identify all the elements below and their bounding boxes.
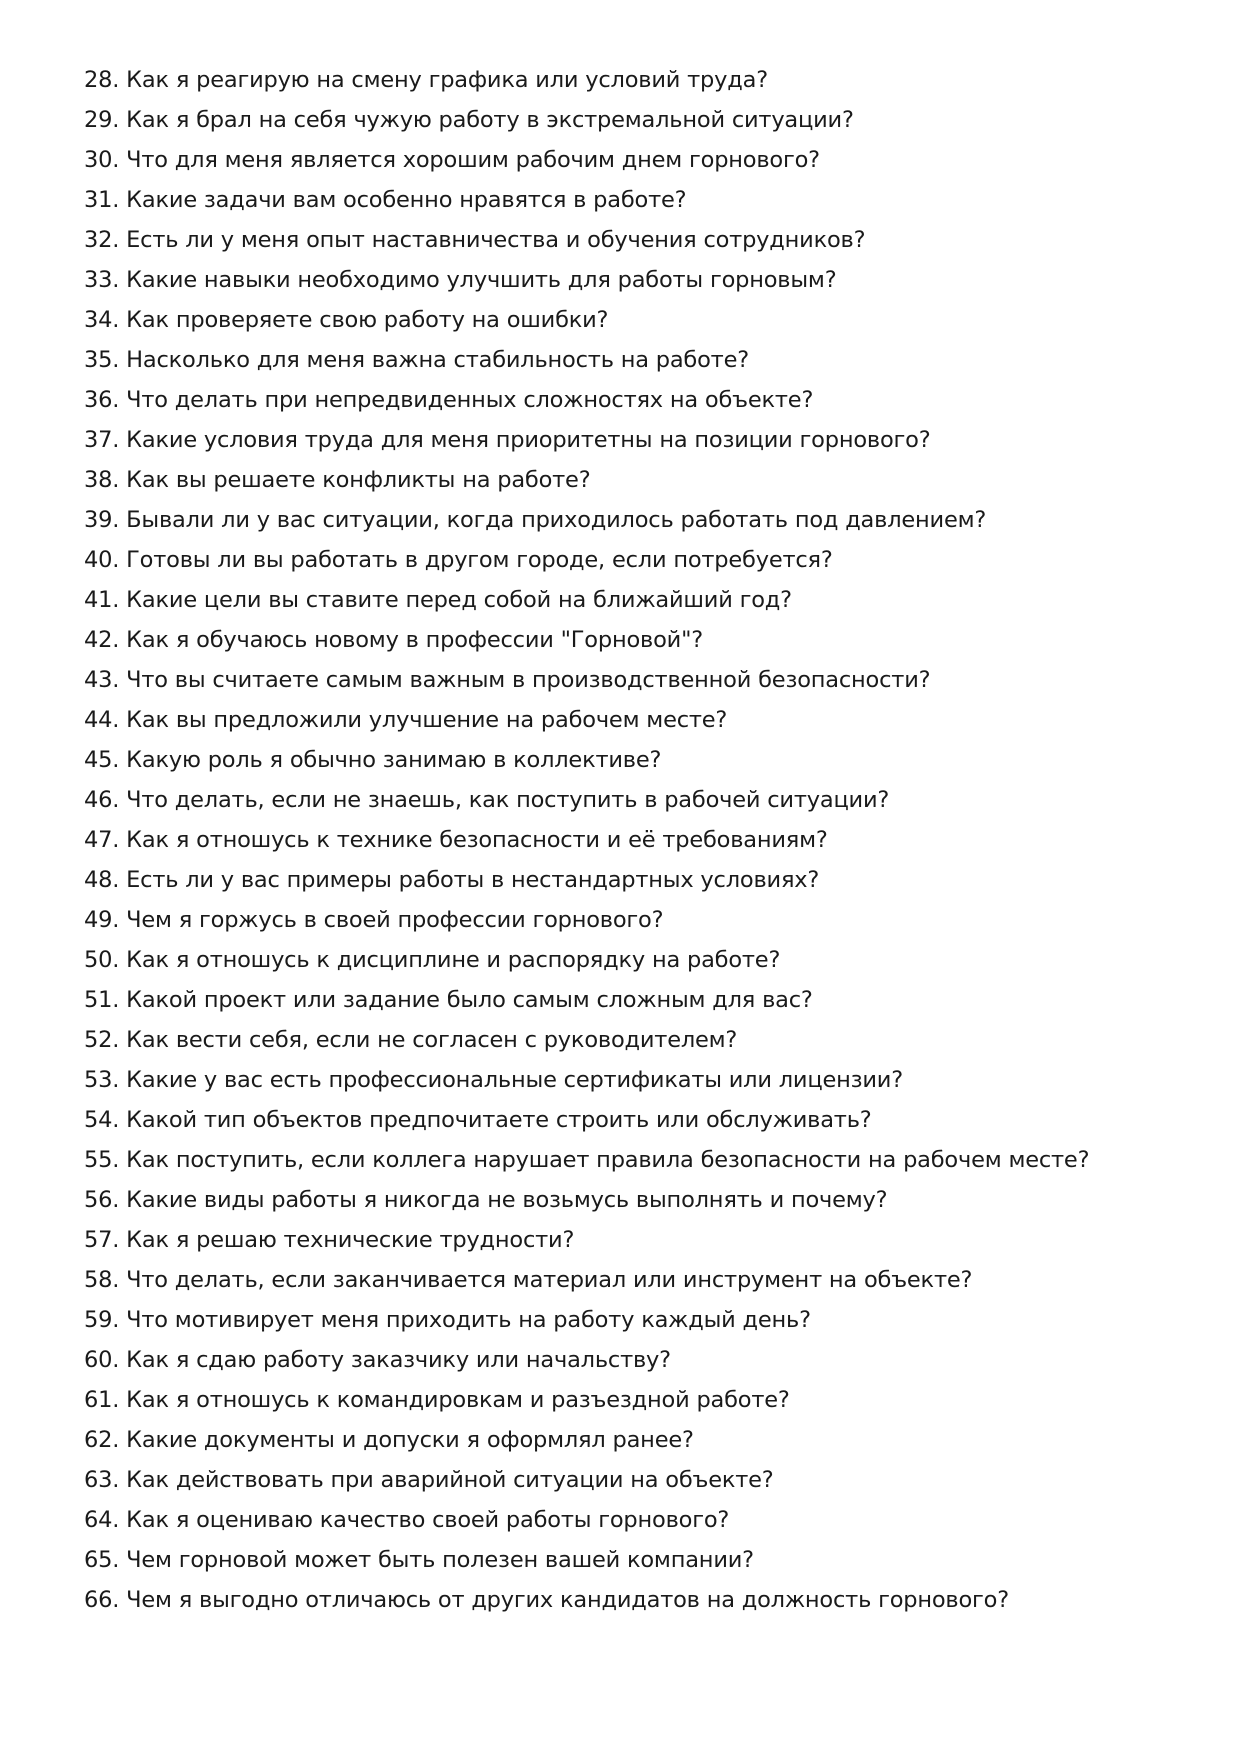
question-number: 41. xyxy=(84,587,120,613)
list-item xyxy=(84,1382,1184,1422)
question-number: 55. xyxy=(84,1147,120,1173)
question-number: 47. xyxy=(84,827,120,853)
question-text: Чем горновой может быть полезен вашей компании? xyxy=(126,1547,754,1573)
list-item xyxy=(84,582,1184,622)
question-number: 62. xyxy=(84,1427,120,1453)
question-number: 29. xyxy=(84,107,120,133)
list-item xyxy=(84,822,1184,862)
question-list xyxy=(84,62,1184,1622)
list-item xyxy=(84,1222,1184,1262)
question-text: Как я обучаюсь новому в профессии "Горновой"? xyxy=(126,627,703,653)
question-text: Какие у вас есть профессиональные сертификаты или лицензии? xyxy=(126,1067,903,1093)
question-text: Что мотивирует меня приходить на работу каждый день? xyxy=(126,1307,811,1333)
question-text: Что делать при непредвиденных сложностях на объекте? xyxy=(126,387,814,413)
question-number: 31. xyxy=(84,187,120,213)
list-item xyxy=(84,1582,1184,1622)
question-number: 48. xyxy=(84,867,120,893)
question-number: 66. xyxy=(84,1587,120,1613)
question-number: 53. xyxy=(84,1067,120,1093)
question-number: 38. xyxy=(84,467,120,493)
list-item xyxy=(84,542,1184,582)
question-number: 61. xyxy=(84,1387,120,1413)
question-text: Какие навыки необходимо улучшить для работы горновым? xyxy=(126,267,837,293)
list-item xyxy=(84,1542,1184,1582)
question-text: Какой тип объектов предпочитаете строить или обслуживать? xyxy=(126,1107,872,1133)
question-number: 40. xyxy=(84,547,120,573)
question-number: 54. xyxy=(84,1107,120,1133)
list-item xyxy=(84,102,1184,142)
list-item xyxy=(84,302,1184,342)
question-text: Как вести себя, если не согласен с руководителем? xyxy=(126,1027,738,1053)
question-text: Какой проект или задание было самым сложным для вас? xyxy=(126,987,813,1013)
list-item xyxy=(84,1182,1184,1222)
question-number: 28. xyxy=(84,67,120,93)
list-item xyxy=(84,1102,1184,1142)
list-item xyxy=(84,982,1184,1022)
list-item xyxy=(84,262,1184,302)
question-number: 33. xyxy=(84,267,120,293)
list-item xyxy=(84,462,1184,502)
question-number: 42. xyxy=(84,627,120,653)
question-number: 43. xyxy=(84,667,120,693)
list-item xyxy=(84,182,1184,222)
question-text: Как я оцениваю качество своей работы горнового? xyxy=(126,1507,730,1533)
list-item xyxy=(84,902,1184,942)
list-item xyxy=(84,942,1184,982)
list-item xyxy=(84,1342,1184,1382)
question-text: Какие виды работы я никогда не возьмусь выполнять и почему? xyxy=(126,1187,888,1213)
question-text: Какую роль я обычно занимаю в коллективе? xyxy=(126,747,662,773)
question-number: 34. xyxy=(84,307,120,333)
list-item xyxy=(84,1262,1184,1302)
question-text: Готовы ли вы работать в другом городе, если потребуется? xyxy=(126,547,833,573)
question-text: Как я отношусь к командировкам и разъездной работе? xyxy=(126,1387,790,1413)
list-item xyxy=(84,862,1184,902)
question-text: Как я отношусь к технике безопасности и её требованиям? xyxy=(126,827,828,853)
list-item xyxy=(84,662,1184,702)
question-text: Есть ли у вас примеры работы в нестандартных условиях? xyxy=(126,867,820,893)
list-item xyxy=(84,1302,1184,1342)
question-text: Какие условия труда для меня приоритетны на позиции горнового? xyxy=(126,427,931,453)
list-item xyxy=(84,382,1184,422)
question-number: 45. xyxy=(84,747,120,773)
list-item xyxy=(84,342,1184,382)
question-text: Что вы считаете самым важным в производственной безопасности? xyxy=(126,667,931,693)
question-number: 60. xyxy=(84,1347,120,1373)
question-number: 64. xyxy=(84,1507,120,1533)
question-number: 59. xyxy=(84,1307,120,1333)
question-text: Какие документы и допуски я оформлял ранее? xyxy=(126,1427,694,1453)
list-item xyxy=(84,782,1184,822)
list-item xyxy=(84,422,1184,462)
question-text: Как вы предложили улучшение на рабочем месте? xyxy=(126,707,728,733)
list-item xyxy=(84,742,1184,782)
question-number: 65. xyxy=(84,1547,120,1573)
list-item xyxy=(84,1062,1184,1102)
question-number: 36. xyxy=(84,387,120,413)
question-text: Как я брал на себя чужую работу в экстремальной ситуации? xyxy=(126,107,854,133)
question-text: Как я сдаю работу заказчику или начальству? xyxy=(126,1347,671,1373)
question-number: 49. xyxy=(84,907,120,933)
question-text: Как действовать при аварийной ситуации на объекте? xyxy=(126,1467,774,1493)
list-item xyxy=(84,502,1184,542)
question-text: Какие задачи вам особенно нравятся в работе? xyxy=(126,187,687,213)
question-number: 58. xyxy=(84,1267,120,1293)
list-item xyxy=(84,1502,1184,1542)
list-item xyxy=(84,1142,1184,1182)
question-number: 46. xyxy=(84,787,120,813)
list-item xyxy=(84,1422,1184,1462)
question-text: Бывали ли у вас ситуации, когда приходилось работать под давлением? xyxy=(126,507,987,533)
question-text: Как я отношусь к дисциплине и распорядку на работе? xyxy=(126,947,781,973)
question-number: 35. xyxy=(84,347,120,373)
question-text: Есть ли у меня опыт наставничества и обучения сотрудников? xyxy=(126,227,866,253)
question-text: Чем я горжусь в своей профессии горнового? xyxy=(126,907,664,933)
list-item xyxy=(84,702,1184,742)
question-text: Как я решаю технические трудности? xyxy=(126,1227,575,1253)
question-text: Какие цели вы ставите перед собой на ближайший год? xyxy=(126,587,792,613)
question-text: Что делать, если заканчивается материал или инструмент на объекте? xyxy=(126,1267,973,1293)
question-number: 56. xyxy=(84,1187,120,1213)
question-number: 51. xyxy=(84,987,120,1013)
list-item xyxy=(84,1462,1184,1502)
question-number: 63. xyxy=(84,1467,120,1493)
question-text: Как я реагирую на смену графика или условий труда? xyxy=(126,67,768,93)
question-number: 37. xyxy=(84,427,120,453)
list-item xyxy=(84,222,1184,262)
question-text: Как поступить, если коллега нарушает правила безопасности на рабочем месте? xyxy=(126,1147,1090,1173)
question-text: Что делать, если не знаешь, как поступить в рабочей ситуации? xyxy=(126,787,890,813)
question-text: Как вы решаете конфликты на работе? xyxy=(126,467,591,493)
question-number: 57. xyxy=(84,1227,120,1253)
question-number: 30. xyxy=(84,147,120,173)
question-text: Чем я выгодно отличаюсь от других кандидатов на должность горнового? xyxy=(126,1587,1009,1613)
question-number: 32. xyxy=(84,227,120,253)
question-number: 44. xyxy=(84,707,120,733)
question-text: Как проверяете свою работу на ошибки? xyxy=(126,307,609,333)
question-number: 39. xyxy=(84,507,120,533)
list-item xyxy=(84,62,1184,102)
list-item xyxy=(84,1022,1184,1062)
question-text: Что для меня является хорошим рабочим днем горнового? xyxy=(126,147,820,173)
question-number: 50. xyxy=(84,947,120,973)
question-number: 52. xyxy=(84,1027,120,1053)
list-item xyxy=(84,622,1184,662)
question-text: Насколько для меня важна стабильность на работе? xyxy=(126,347,749,373)
list-item xyxy=(84,142,1184,182)
